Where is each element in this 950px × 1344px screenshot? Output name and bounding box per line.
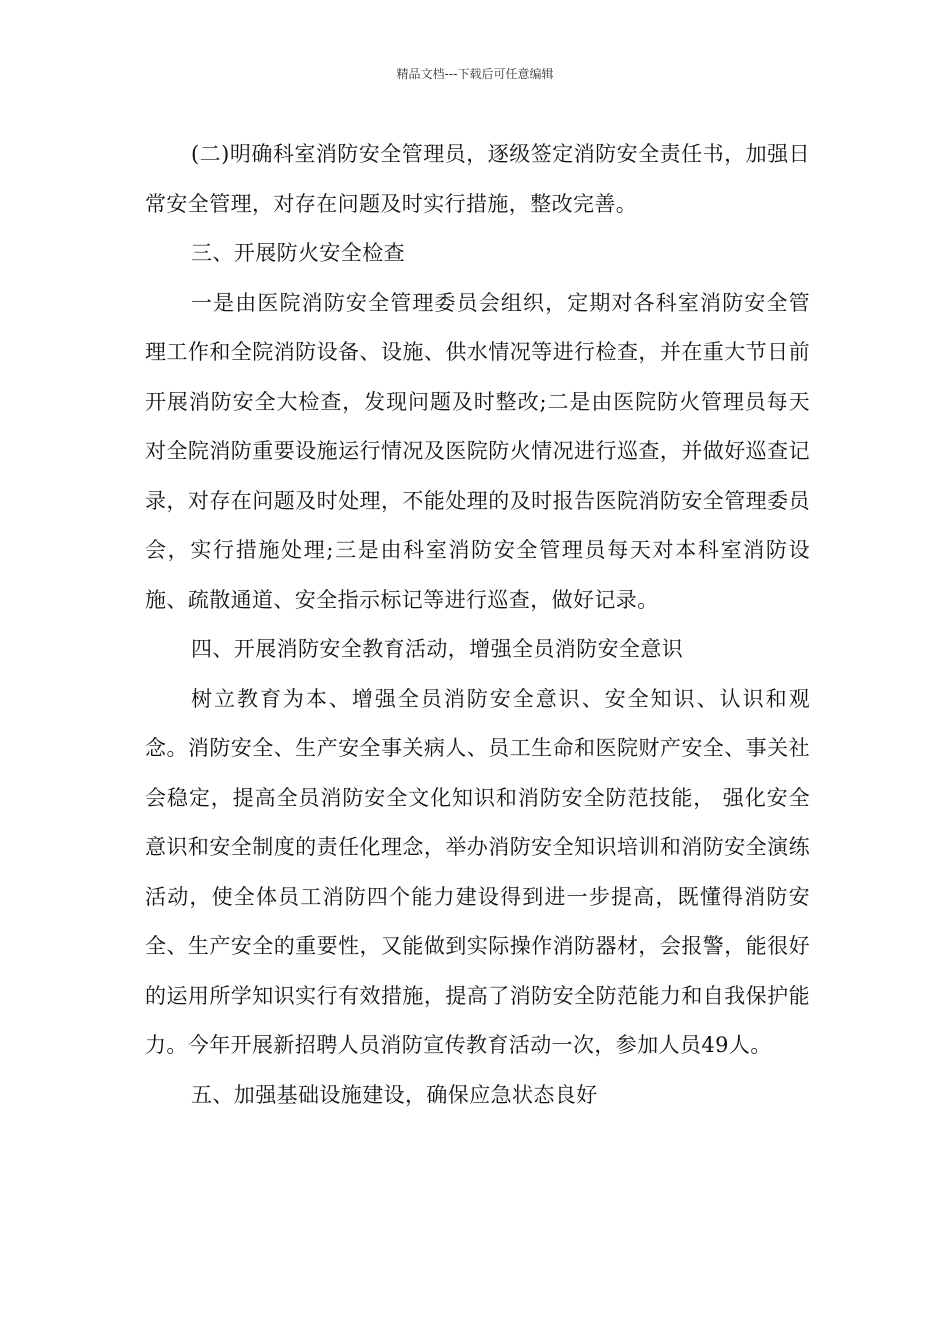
section-heading-5: 五、加强基础设施建设，确保应急状态良好: [191, 1082, 598, 1107]
paragraph-section-2-item-2: (二)明确科室消防安全管理员，逐级签定消防安全责任书，加强日常安全管理，对存在问题及时实行措施，整改完善。: [145, 142, 810, 216]
document-body: [145, 130, 810, 1120]
section-heading-4: 四、开展消防安全教育活动，增强全员消防安全意识: [191, 637, 684, 661]
page-header: 精品文档---下载后可任意编辑: [396, 67, 554, 81]
section-heading-3: 三、开展防火安全检查: [191, 241, 405, 265]
paragraph-fire-inspection: 一是由医院消防安全管理委员会组织，定期对各科室消防安全管理工作和全院消防设备、设施、供水情况等进行检查，并在重大节日前开展消防安全大检查，发现问题及时整改;二是由医院防火管理员每天对全院消防重要设施运行情况及医院防火情况进行巡查，并做好巡查记录，对存在问题及时处理，不能处理的及时报告医院消防安全管理委员会，实行措施处理;三是由科室消防安全管理员每天对本科室消防设施、疏散通道、安全指示标记等进行巡查，做好记录。: [145, 290, 810, 612]
paragraph-safety-education: 树立教育为本、增强全员消防安全意识、安全知识、认识和观念。消防安全、生产安全事关病人、员工生命和医院财产安全、事关社会稳定，提高全员消防安全文化知识和消防安全防范技能， 强化安全意识和安全制度的责任化理念，举办消防安全知识培训和消防安全演练活动，使全体员工消防四个能力建设得到进一步提高，既懂得消防安全、生产安全的重要性，又能做到实际操作消防器材，会报警，能很好的运用所学知识实行有效措施，提高了消防安全防范能力和自我保护能力。今年开展新招聘人员消防宣传教育活动一次，参加人员49人。: [145, 686, 810, 1057]
